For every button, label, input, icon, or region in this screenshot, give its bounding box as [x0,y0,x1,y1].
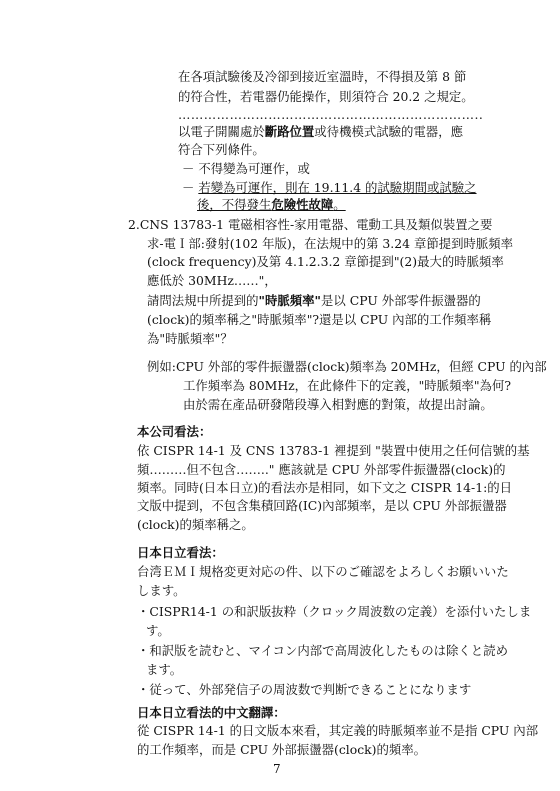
company-view-line-5: (clock)的頻率稱之。 [137,517,254,532]
translation-heading: 日本日立看法的中文翻譯： [137,705,286,720]
company-view-line-3: 頻率。同時(日本日立)的看法亦是相同，如下文之 CISPR 14-1:的日 [137,480,513,495]
company-view-line-1: 依 CISPR 14-1 及 CNS 13783-1 裡提到 "裝置中使用之任何信號的基 [137,443,530,458]
clause-dash-1: － 不得變為可運作，或 [182,161,310,176]
hitachi-view-line-1: 台湾ＥＭＩ規格変更対応の件、以下のご確認をよろしくお願いいた [137,564,509,579]
page-number: 7 [273,762,281,776]
bold-term-open-position: 斷路位置 [264,124,315,139]
clause-dash-2-end: 。 [333,197,346,212]
underlined-condition: 若變為可運作，則在 19.11.4 的試驗期間或試驗之 [198,180,477,195]
hitachi-view-heading: 日本日立看法： [137,545,224,560]
clause-dash-2-cont [197,196,346,214]
clause-line-1: 在各項試驗後及冷卻到接近室溫時，不得損及第 8 節 [178,69,467,84]
bold-term-clock-frequency: "時脈頻率" [258,293,321,308]
hitachi-bullet-1-cont: す。 [146,623,170,638]
hitachi-view-line-2: します。 [137,583,186,598]
translation-line-1: 從 CISPR 14-1 的日文版本來看，其定義的時脈頻率並不是指 CPU 內部 [137,723,539,738]
hitachi-bullet-2: ・和訳版を読むと、マイコン内部で高周波化したものは除くと読め [137,643,508,658]
item2-line-2: 求-電Ｉ部:發射(102 年版)，在法規中的第 3.24 章節提到時脈頻率 [147,236,514,251]
item2-line-5-text: 請問法規中所提到的 [147,293,259,308]
company-view-heading: 本公司看法： [137,424,212,439]
item2-line-5-text-end: 是以 CPU 外部零件振盪器的 [321,293,481,308]
item2-line-6: (clock)的頻率稱之"時脈頻率"?還是以 CPU 內部的工作頻率稱 [147,312,492,327]
clause-line-3 [178,123,463,141]
company-view-line-2: 頻………但不包含…….." 應該就是 CPU 外部零件振盪器(clock)的 [137,462,506,477]
item2-line-5 [147,292,481,310]
item2-line-1: 2.CNS 13783-1 電磁相容性-家用電器、電動工具及類似裝置之要 [128,217,493,232]
clause-dash-2-cont-text: 後，不得發生 [197,197,272,212]
clause-line-3-text: 以電子開關處於 [178,124,265,139]
hitachi-bullet-1: ・CISPR14-1 の和訳版抜粋（クロック周波数の定義）を添付いたしま [137,604,532,619]
dash-mark: － [182,180,199,195]
item2-line-3: (clock frequency)及第 4.1.2.3.2 章節提到"(2)最大的時脈頻率 [147,254,504,269]
clause-ellipsis: …………………………………………………………….. [178,107,484,122]
company-view-line-4: 文版中提到，不包含集積回路(IC)內部頻率，是以 CPU 外部振盪器 [137,498,507,513]
clause-line-3-text-end: 或待機模式試驗的電器，應 [314,124,463,139]
bold-term-hazard: 危險性故障 [271,197,334,212]
clause-dash-2 [182,179,477,197]
example-line-1: 例如:CPU 外部的零件振盪器(clock)頻率為 20MHz，但經 CPU 的內部 [147,359,547,374]
translation-line-2: 的工作頻率，而是 CPU 外部振盪器(clock)的頻率。 [137,742,427,757]
item2-line-4: 應低於 30MHz……"， [147,273,277,288]
item2-line-7: 為"時脈頻率"？ [147,331,233,346]
clause-line-2: 的符合性，若電器仍能操作，則須符合 20.2 之規定。 [178,89,474,104]
hitachi-bullet-3: ・従って、外部発信子の周波数で判断できることになります [137,682,472,697]
hitachi-bullet-2-cont: ます。 [146,662,183,677]
clause-line-4: 符合下列條件。 [178,142,265,157]
example-line-3: 由於需在產品研發階段導入相對應的對策，故提出討論。 [183,397,493,412]
example-line-2: 工作頻率為 80MHz，在此條件下的定義，"時脈頻率"為何? [183,378,511,393]
